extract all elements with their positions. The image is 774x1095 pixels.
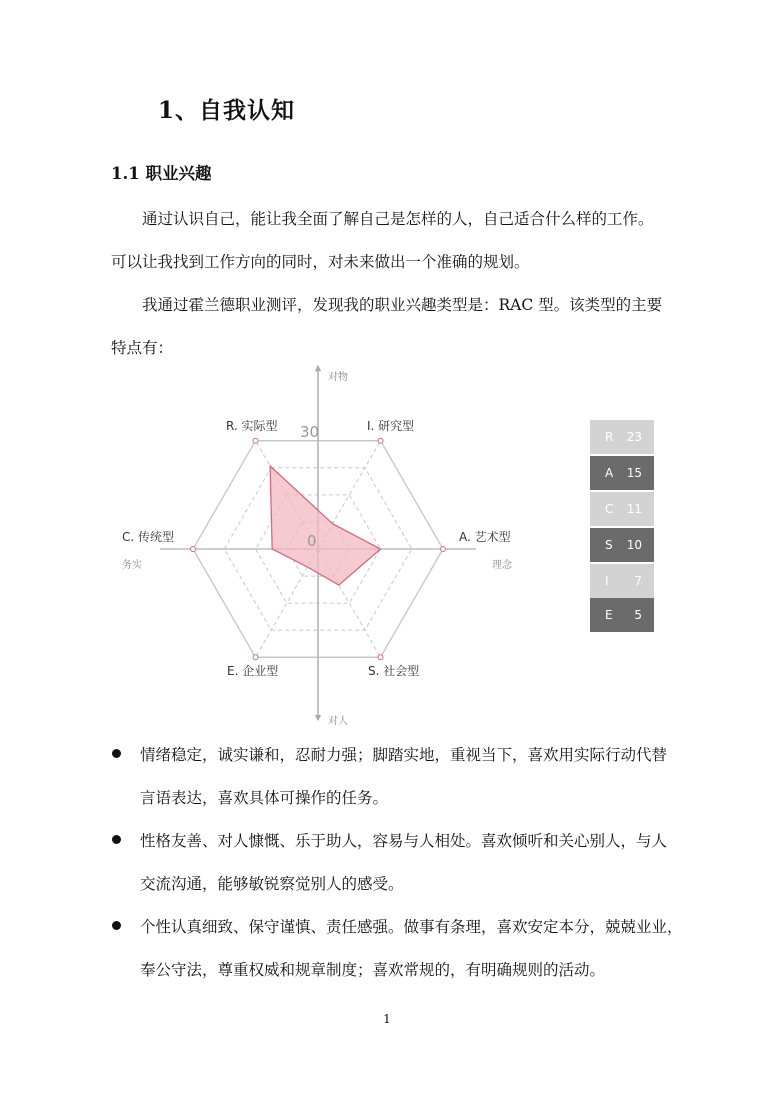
score-code: R bbox=[605, 430, 614, 444]
section-heading: 1.1 职业兴趣 bbox=[111, 164, 212, 183]
bullet-line: 交流沟通，能够敏锐察觉别人的感受。 bbox=[140, 875, 404, 893]
paragraph-line: 可以让我找到工作方向的同时，对未来做出一个准确的规划。 bbox=[111, 253, 530, 271]
score-value: 7 bbox=[634, 574, 642, 588]
vertex-label-c: C. 传统型 bbox=[122, 530, 175, 544]
bullet-icon bbox=[112, 835, 121, 844]
vertex-label-a: A. 艺术型 bbox=[459, 530, 511, 544]
vertex-dot-c bbox=[191, 547, 196, 552]
score-box-a bbox=[590, 456, 654, 490]
axis-label-right: 理念 bbox=[492, 560, 512, 571]
axis-label-left: 务实 bbox=[122, 560, 142, 571]
score-value: 11 bbox=[626, 502, 642, 516]
score-value: 23 bbox=[626, 430, 642, 444]
vertex-label-r: R. 实际型 bbox=[226, 419, 278, 433]
score-box-c bbox=[590, 492, 654, 526]
vertex-dot-s bbox=[378, 655, 383, 660]
page-number: 1 bbox=[383, 1012, 391, 1026]
bullet-line: 奉公守法，尊重权威和规章制度；喜欢常规的，有明确规则的活动。 bbox=[140, 961, 606, 979]
vertex-label-s: S. 社会型 bbox=[368, 664, 420, 678]
vertex-dot-e bbox=[253, 655, 258, 660]
vertex-dot-a bbox=[441, 547, 446, 552]
score-code: I bbox=[605, 574, 609, 588]
bullet-line: 情绪稳定，诚实谦和，忍耐力强；脚踏实地，重视当下，喜欢用实际行动代替 bbox=[140, 746, 668, 764]
paragraph-line: 通过认识自己，能让我全面了解自己是怎样的人，自己适合什么样的工作。 bbox=[142, 210, 654, 228]
bullet-line: 性格友善、对人慷慨、乐于助人，容易与人相处。喜欢倾听和关心别人，与人 bbox=[140, 832, 668, 850]
bullet-line: 个性认真细致、保守谨慎、责任感强。做事有条理，喜欢安定本分，兢兢业业， bbox=[140, 918, 683, 936]
axis-label-top: 对物 bbox=[328, 372, 348, 383]
vertex-dot-r bbox=[253, 438, 258, 443]
bullet-icon bbox=[112, 921, 121, 930]
paragraph-line: 特点有： bbox=[111, 339, 174, 357]
paragraph-line: 我通过霍兰德职业测评，发现我的职业兴趣类型是：RAC 型。该类型的主要 bbox=[142, 296, 663, 314]
vertex-label-i: I. 研究型 bbox=[367, 419, 415, 433]
score-box-r bbox=[590, 420, 654, 454]
vertex-dot-i bbox=[378, 438, 383, 443]
score-box-i bbox=[590, 564, 654, 598]
vertex-label-e: E. 企业型 bbox=[227, 664, 279, 678]
score-box-e bbox=[590, 598, 654, 632]
bullet-line: 言语表达，喜欢具体可操作的任务。 bbox=[140, 789, 389, 807]
score-polygon bbox=[270, 466, 380, 585]
score-value: 15 bbox=[626, 466, 642, 480]
score-code: A bbox=[605, 466, 614, 480]
score-box-s bbox=[590, 528, 654, 562]
holland-radar-chart bbox=[100, 360, 580, 735]
score-value: 10 bbox=[626, 538, 642, 552]
page-heading: 1、自我认知 bbox=[158, 97, 296, 124]
score-code: C bbox=[605, 502, 614, 516]
score-value: 5 bbox=[634, 608, 642, 622]
axis-label-bottom: 对人 bbox=[328, 716, 348, 727]
score-code: S bbox=[605, 538, 613, 552]
max-value-label: 30 bbox=[300, 423, 320, 441]
center-value-label: 0 bbox=[307, 532, 317, 550]
score-code: E bbox=[605, 608, 613, 622]
bullet-icon bbox=[112, 749, 121, 758]
